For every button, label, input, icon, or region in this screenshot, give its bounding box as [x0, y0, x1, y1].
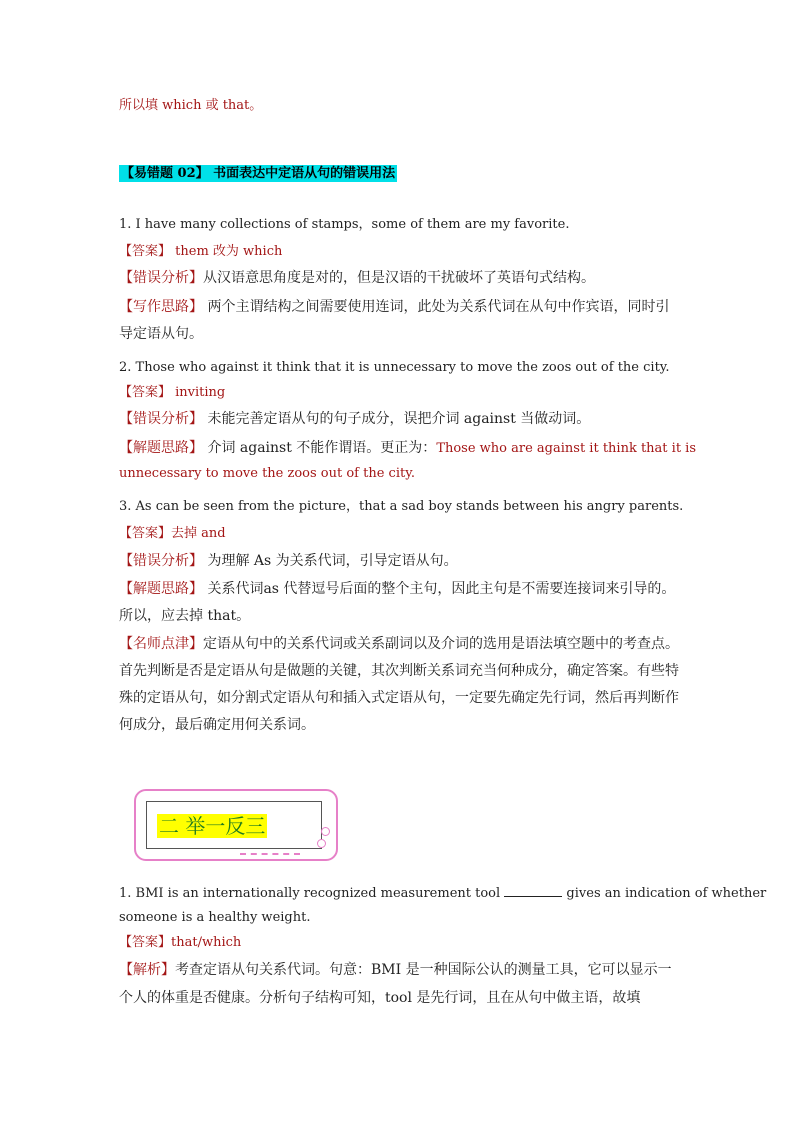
item-3-answer: [119, 524, 226, 544]
item-2-think-1: [119, 438, 696, 459]
error-text: 从汉语意思角度是对的，但是汉语的干扰破坏了英语句式结构。: [203, 270, 595, 286]
error-label: 【错误分析】: [119, 411, 203, 427]
answer-text: 去掉 and: [171, 526, 226, 541]
practice-analysis-1: [119, 960, 672, 980]
heart-icon: [321, 827, 330, 836]
item-1-think-2: 导定语从句。: [119, 326, 203, 342]
section-heading: [119, 164, 397, 184]
top-line: 所以填 which 或 that。: [119, 98, 263, 113]
practice-analysis-2: 个人的体重是否健康。分析句子结构可知，tool 是先行词，且在从句中做主语，故填: [119, 990, 641, 1006]
item-1-error: [119, 268, 595, 288]
error-label: 【错误分析】: [119, 553, 203, 569]
item-3-think-1: [119, 579, 675, 599]
answer-text: inviting: [171, 385, 226, 400]
item-2-answer: [119, 383, 225, 403]
section-heading-text: 【易错题 02】 书面表达中定语从句的错误用法: [121, 166, 396, 181]
teacher-tip-4: 何成分，最后确定用何关系词。: [119, 717, 315, 733]
answer-label: 【答案】: [119, 244, 172, 259]
error-text: 为理解 As 为关系代词，引导定语从句。: [203, 553, 458, 569]
teacher-tip-1: [119, 634, 679, 654]
error-label: 【错误分析】: [119, 270, 203, 286]
answer-text: that/which: [171, 935, 242, 950]
analysis-text: 考查定语从句关系代词。句意：BMI 是一种国际公认的测量工具，它可以显示一: [175, 962, 672, 978]
section-title-frame: [146, 801, 322, 849]
teacher-tip-3: 殊的定语从句，如分割式定语从句和插入式定语从句，一定要先确定先行词，然后再判断作: [119, 690, 679, 706]
item-3-question: 3. As can be seen from the picture，that a sad boy stands between his angry parents.: [119, 499, 684, 514]
teacher-label: 【名师点津】: [119, 636, 203, 652]
item-2-think-2: unnecessary to move the zoos out of the city.: [119, 466, 415, 481]
item-1-answer: [119, 242, 282, 262]
practice-question-2: someone is a healthy weight.: [119, 910, 311, 925]
think-text: 介词 against 不能作谓语。更正为：: [203, 440, 437, 456]
answer-label: 【答案】: [119, 526, 172, 541]
item-3-error: [119, 551, 458, 571]
item-2-question: 2. Those who against it think that it is unnecessary to move the zoos out of the city.: [119, 360, 670, 375]
think-correction: Those who are against it think that it is: [436, 441, 697, 456]
item-1-question: 1. I have many collections of stamps，some of them are my favorite.: [119, 217, 570, 232]
practice-q-end: gives an indication of whether: [562, 886, 767, 901]
think-label: 【写作思路】: [119, 299, 203, 315]
teacher-text: 定语从句中的关系代词或关系副词以及介词的选用是语法填空题中的考查点。: [203, 636, 679, 652]
answer-label: 【答案】: [119, 385, 172, 400]
answer-text: them 改为 which: [171, 244, 283, 259]
section-title: 二 举一反三: [159, 814, 266, 838]
practice-answer: [119, 933, 241, 953]
item-2-error: [119, 409, 590, 429]
dashed-decoration: [240, 853, 300, 855]
practice-question-1: [119, 884, 766, 904]
think-label: 【解题思路】: [119, 440, 203, 456]
item-3-think-2: 所以，应去掉 that。: [119, 608, 251, 624]
heart-icon: [317, 839, 326, 848]
think-text: 关系代词as 代替逗号后面的整个主句，因此主句是不需要连接词来引导的。: [203, 581, 676, 597]
think-label: 【解题思路】: [119, 581, 203, 597]
section-title-box: [134, 789, 338, 861]
analysis-label: 【解析】: [119, 962, 175, 978]
answer-label: 【答案】: [119, 935, 172, 950]
item-1-think-1: [119, 297, 669, 317]
answer-blank: [504, 884, 562, 897]
teacher-tip-2: 首先判断是否是定语从句是做题的关键，其次判断关系词充当何种成分，确定答案。有些特: [119, 663, 679, 679]
think-text: 两个主谓结构之间需要使用连词，此处为关系代词在从句中作宾语，同时引: [203, 299, 670, 315]
error-text: 未能完善定语从句的句子成分，误把介词 against 当做动词。: [203, 411, 591, 427]
practice-q-start: 1. BMI is an internationally recognized measurement tool: [119, 886, 505, 901]
